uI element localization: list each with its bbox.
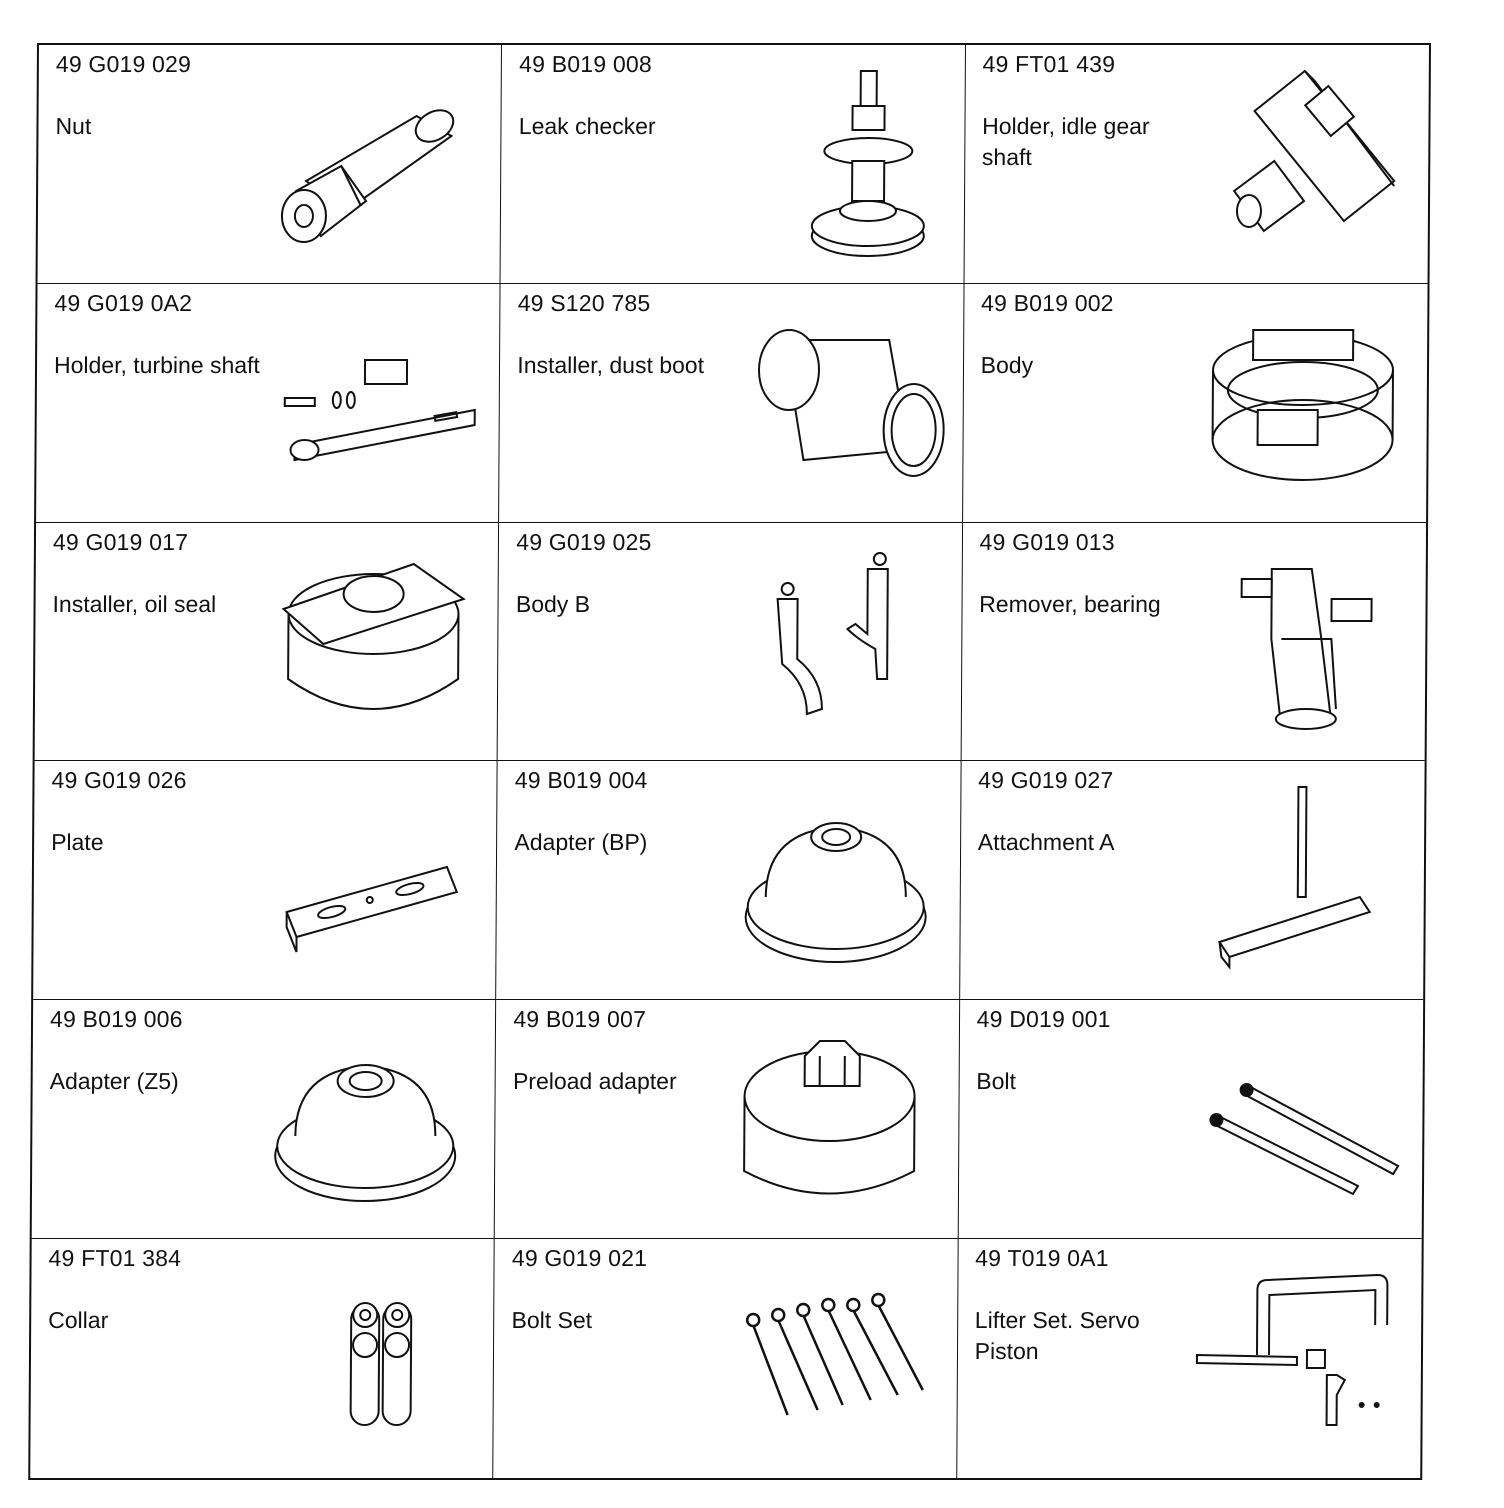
idle-gear-shaft-holder-icon: [1194, 61, 1415, 271]
tool-cell: [35, 523, 500, 762]
part-number: 49 G019 021: [511, 1245, 648, 1272]
tool-cell: [964, 45, 1429, 284]
turbine-shaft-holder-icon: [264, 300, 485, 510]
bolt-set-icon: [722, 1255, 943, 1465]
part-number: 49 B019 006: [49, 1006, 183, 1033]
tool-cell: [494, 1239, 959, 1478]
tool-cell: [32, 1000, 497, 1239]
tool-name: Holder, turbine shaft: [53, 351, 260, 378]
part-number: 49 G019 013: [979, 528, 1115, 555]
tool-name: Adapter (Z5): [49, 1068, 179, 1095]
collar-tool-icon: [259, 1255, 480, 1465]
adapter-z5-icon: [260, 1016, 481, 1226]
tool-name: Leak checker: [518, 113, 656, 139]
part-number: 49 G019 0A2: [54, 289, 193, 316]
tool-name: Bolt: [976, 1068, 1017, 1095]
tool-cell: [958, 1000, 1423, 1239]
tool-cell: [38, 45, 503, 284]
dust-boot-installer-icon: [728, 300, 949, 510]
nut-tool-icon: [266, 61, 487, 271]
tool-name: Body: [980, 351, 1034, 378]
tool-name: Body B: [515, 590, 591, 617]
part-number: 49 G019 026: [51, 767, 187, 794]
part-number: 49 G019 025: [516, 528, 652, 555]
tool-name: Remover, bearing: [979, 590, 1161, 617]
part-number: 49 B019 007: [513, 1006, 647, 1033]
preload-adapter-icon: [723, 1016, 944, 1226]
part-number: 49 D019 001: [976, 1006, 1111, 1033]
tool-name: Holder, idle gear shaft: [981, 113, 1150, 170]
servo-piston-lifter-set-icon: [1186, 1255, 1407, 1465]
part-number: 49 FT01 384: [48, 1245, 182, 1272]
tool-cell: [960, 761, 1425, 1000]
attachment-a-icon: [1189, 777, 1410, 987]
part-number: 49 B019 008: [519, 51, 652, 77]
tool-name: Plate: [51, 829, 104, 856]
tool-cell: [30, 1239, 495, 1478]
body-tool-icon: [1192, 300, 1413, 510]
special-tools-table: [28, 43, 1431, 1480]
tool-cell: [496, 761, 961, 1000]
tool-name: Lifter Set. Servo Piston: [974, 1307, 1140, 1365]
oil-seal-installer-icon: [263, 539, 484, 749]
tool-cell: [36, 284, 501, 523]
tool-name: Preload adapter: [512, 1068, 677, 1095]
tool-cell: [495, 1000, 960, 1239]
part-number: 49 G019 029: [55, 51, 192, 77]
tool-name: Attachment A: [977, 829, 1115, 856]
tool-cell: [961, 523, 1426, 762]
tool-name: Adapter (BP): [514, 829, 648, 856]
part-number: 49 B019 002: [980, 289, 1114, 316]
plate-tool-icon: [262, 777, 483, 987]
tool-cell: [499, 284, 964, 523]
tool-cell: [957, 1239, 1422, 1478]
tool-cell: [33, 761, 498, 1000]
part-number: 49 B019 004: [514, 767, 648, 794]
part-number: 49 S120 785: [517, 289, 651, 316]
part-number: 49 T019 0A1: [975, 1245, 1109, 1272]
bolt-tool-icon: [1188, 1016, 1409, 1226]
part-number: 49 G019 017: [52, 528, 189, 555]
adapter-bp-icon: [725, 777, 946, 987]
part-number: 49 FT01 439: [982, 51, 1116, 77]
tool-cell: [501, 45, 966, 284]
part-number: 49 G019 027: [978, 767, 1114, 794]
leak-checker-tool-icon: [729, 61, 950, 271]
tool-name: Bolt Set: [511, 1307, 593, 1334]
tool-cell: [963, 284, 1428, 523]
tool-name: Collar: [48, 1307, 109, 1334]
tool-name: Installer, dust boot: [517, 351, 705, 378]
tool-name: Nut: [55, 113, 92, 139]
tool-name: Installer, oil seal: [52, 590, 217, 617]
tool-cell: [498, 523, 963, 762]
body-b-tool-icon: [726, 539, 947, 749]
bearing-remover-icon: [1191, 539, 1412, 749]
